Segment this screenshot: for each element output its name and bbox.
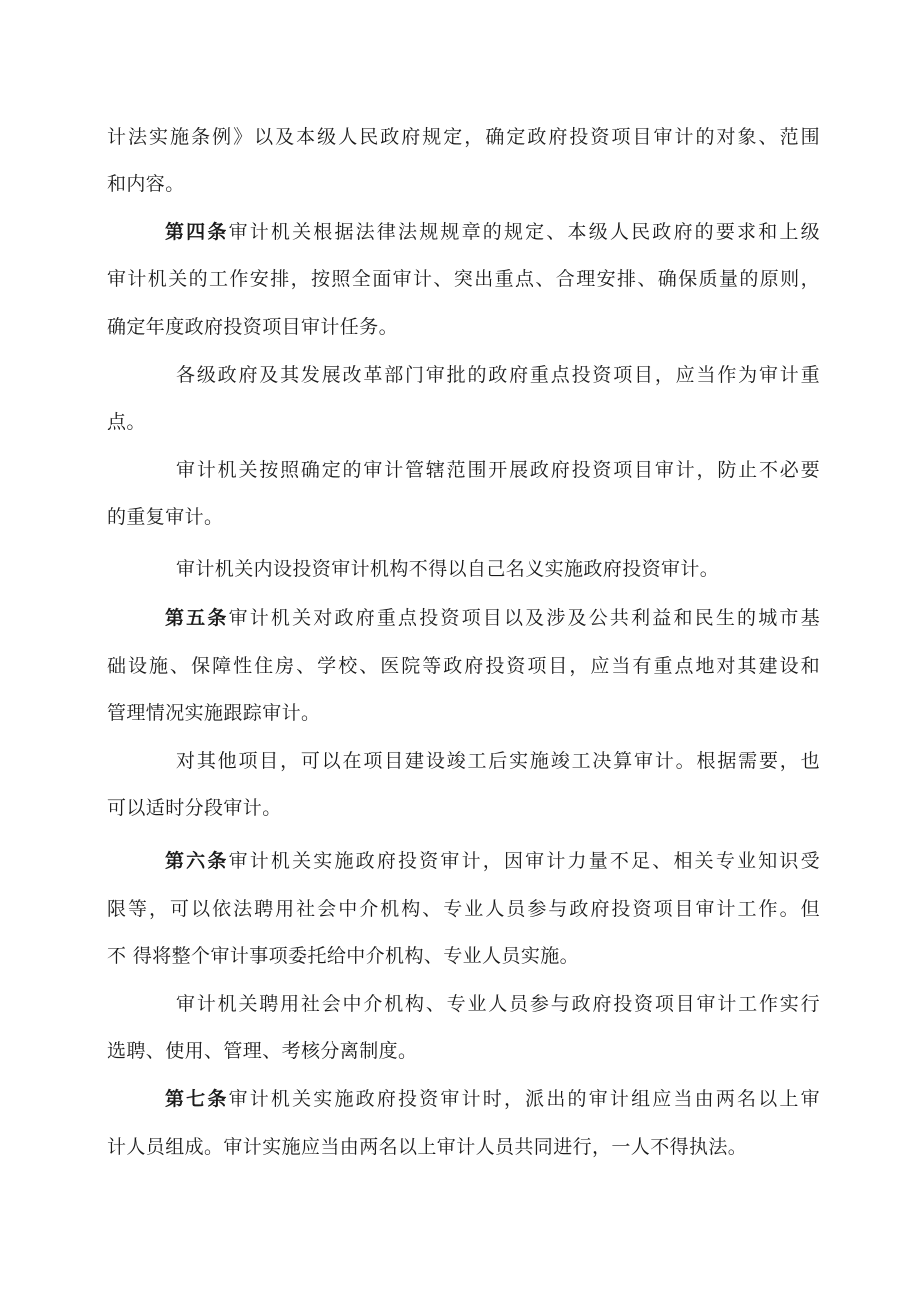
article-paragraph-start	[165, 1083, 820, 1115]
article-heading: 第五条	[165, 607, 229, 629]
text-run: 审计机关实施政府投资审计时，派出的审计组应当由两名以上审	[228, 1088, 820, 1110]
text-line: 础设施、保障性住房、学校、医院等政府投资项目，应当有重点地对其建设和	[107, 655, 820, 677]
text-line: 确定年度政府投资项目审计任务。	[107, 316, 399, 338]
text-line: 审计机关聘用社会中介机构、专业人员参与政府投资项目审计工作实行	[176, 993, 820, 1015]
text-line: 计法实施条例》以及本级人民政府规定，确定政府投资项目审计的对象、范围	[107, 126, 820, 148]
article-paragraph-start	[165, 602, 820, 634]
text-line: 各级政府及其发展改革部门审批的政府重点投资项目，应当作为审计重	[176, 364, 820, 386]
text-line: 审计机关的工作安排，按照全面审计、突出重点、合理安排、确保质量的原则，	[107, 268, 820, 290]
text-run: 审计机关根据法律法规规章的规定、本级人民政府的要求和上级	[228, 221, 820, 243]
text-line: 和内容。	[107, 173, 185, 195]
text-run: 审计机关实施政府投资审计，因审计力量不足、相关专业知识受	[228, 850, 820, 872]
text-line: 审计机关按照确定的审计管辖范围开展政府投资项目审计，防止不必要	[176, 459, 820, 481]
text-line: 计人员组成。审计实施应当由两名以上审计人员共同进行，一人不得执法。	[107, 1136, 748, 1158]
text-line: 不 得将整个审计事项委托给中介机构、专业人员实施。	[107, 945, 580, 967]
text-line: 限等，可以依法聘用社会中介机构、专业人员参与政府投资项目审计工作。但	[107, 898, 820, 920]
text-line: 的重复审计。	[107, 506, 224, 528]
text-line: 审计机关内设投资审计机构不得以自己名义实施政府投资审计。	[176, 558, 720, 580]
text-line: 对其他项目，可以在项目建设竣工后实施竣工决算审计。根据需要，也	[176, 750, 820, 772]
text-line: 选聘、使用、管理、考核分离制度。	[107, 1040, 418, 1062]
text-line: 点。	[107, 411, 146, 433]
text-line: 管理情况实施跟踪审计。	[107, 702, 321, 724]
text-run: 审计机关对政府重点投资项目以及涉及公共利益和民生的城市基	[228, 607, 820, 629]
article-heading: 第六条	[165, 850, 229, 872]
text-line: 可以适时分段审计。	[107, 797, 282, 819]
article-heading: 第七条	[165, 1088, 229, 1110]
article-paragraph-start	[165, 845, 820, 877]
article-paragraph-start	[165, 216, 820, 248]
article-heading: 第四条	[165, 221, 229, 243]
